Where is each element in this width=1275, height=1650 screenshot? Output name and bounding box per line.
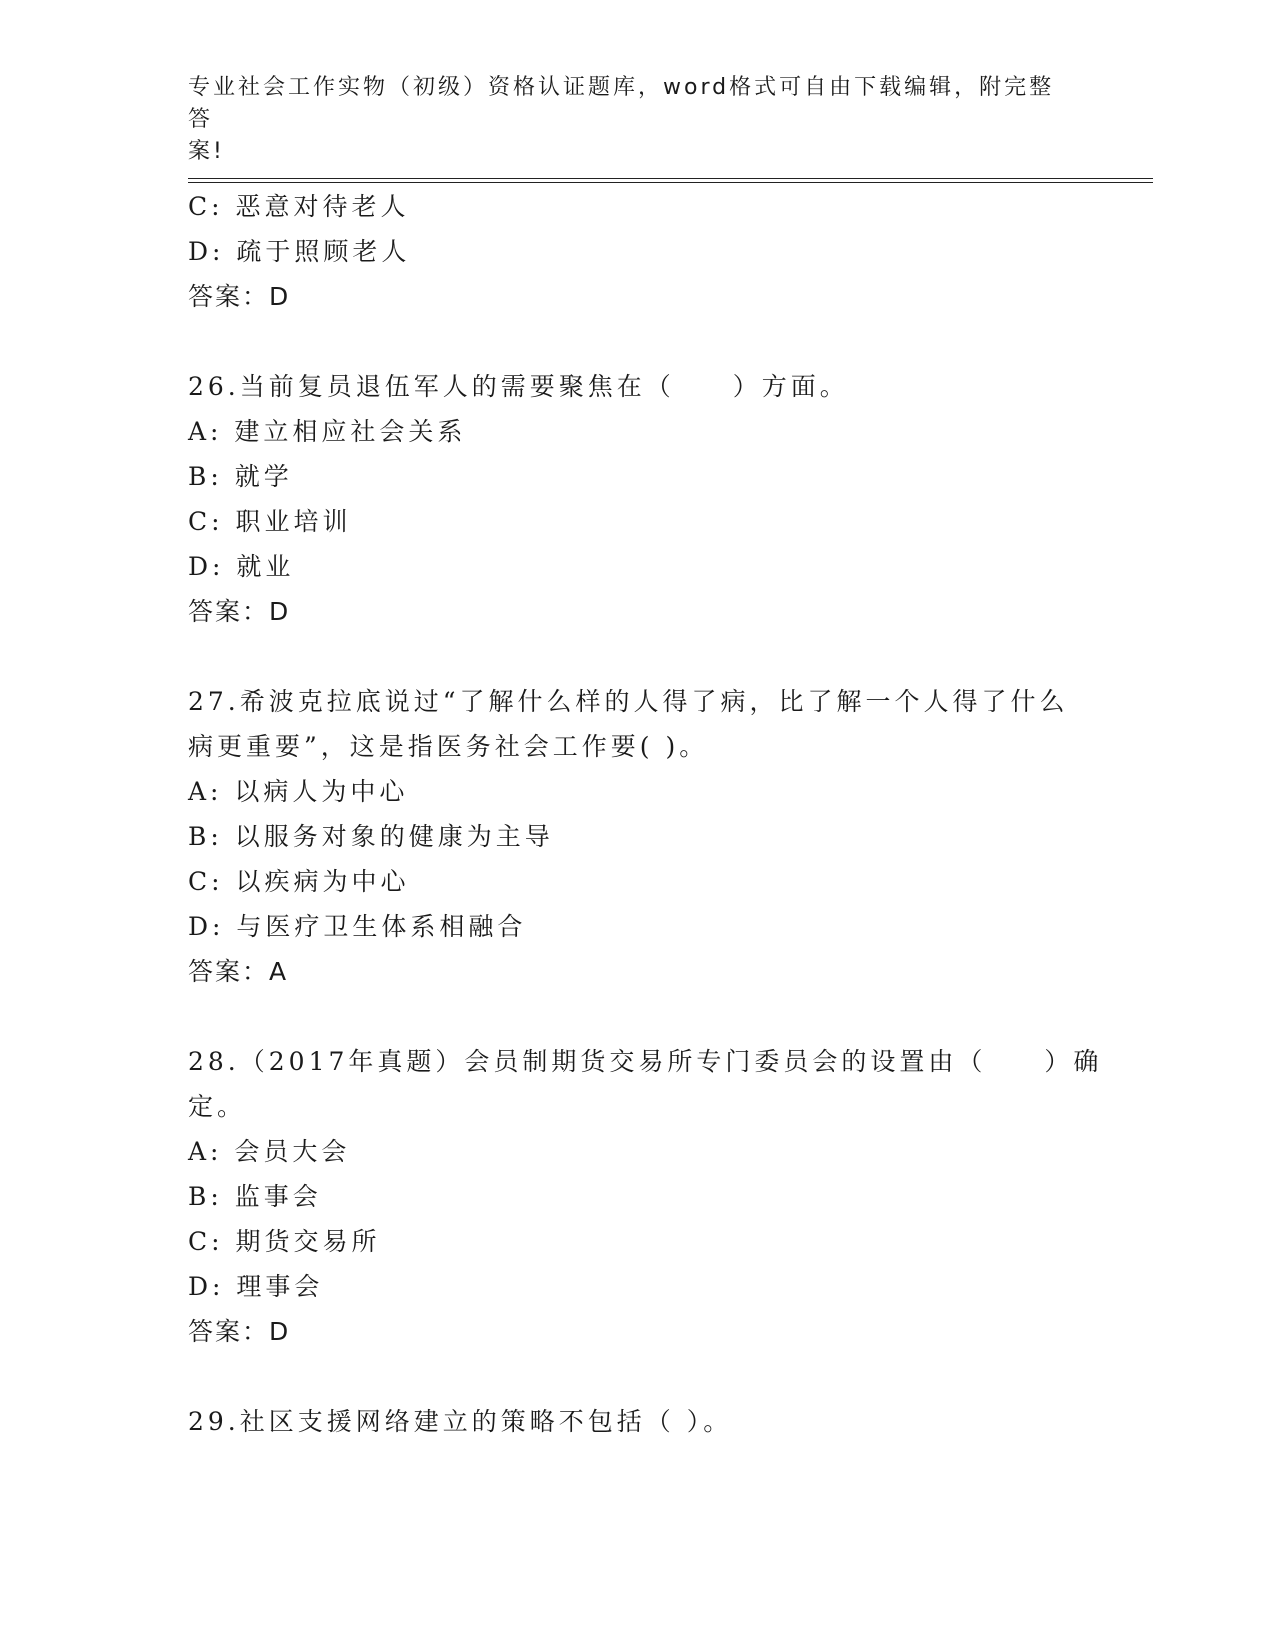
q27-answer: 答案：A bbox=[188, 957, 289, 986]
q26-option-d: D: 就业 bbox=[188, 552, 295, 581]
q25-answer: 答案：D bbox=[188, 282, 291, 311]
q26-option-b: B: 就学 bbox=[188, 462, 293, 491]
q28-answer: 答案：D bbox=[188, 1317, 291, 1346]
q28-stem-line-1: 28.（2017年真题）会员制期货交易所专门委员会的设置由（ ）确 bbox=[188, 1047, 1103, 1076]
q27-option-b: B: 以服务对象的健康为主导 bbox=[188, 822, 554, 851]
document-header bbox=[188, 72, 1068, 168]
q27-option-d: D: 与医疗卫生体系相融合 bbox=[188, 912, 527, 941]
q26-stem: 26.当前复员退伍军人的需要聚焦在（ ）方面。 bbox=[188, 372, 849, 401]
q27-stem-line-2: 病更重要”，这是指医务社会工作要( )。 bbox=[188, 732, 709, 761]
q28-option-a: A: 会员大会 bbox=[188, 1137, 351, 1166]
q28-option-b: B: 监事会 bbox=[188, 1182, 322, 1211]
q29-stem: 29.社区支援网络建立的策略不包括（ ）。 bbox=[188, 1407, 733, 1436]
q25-option-c: C: 恶意对待老人 bbox=[188, 192, 410, 221]
q26-answer: 答案：D bbox=[188, 597, 291, 626]
q27-option-c: C: 以疾病为中心 bbox=[188, 867, 410, 896]
q28-stem-line-2: 定。 bbox=[188, 1092, 247, 1121]
header-line-1: 专业社会工作实物（初级）资格认证题库，word格式可自由下载编辑，附完整答 bbox=[188, 75, 1055, 132]
q26-option-a: A: 建立相应社会关系 bbox=[188, 417, 467, 446]
header-rule-top bbox=[188, 178, 1153, 179]
q28-option-d: D: 理事会 bbox=[188, 1272, 324, 1301]
q26-option-c: C: 职业培训 bbox=[188, 507, 352, 536]
q25-option-d: D: 疏于照顾老人 bbox=[188, 237, 411, 266]
q27-stem-line-1: 27.希波克拉底说过“了解什么样的人得了病，比了解一个人得了什么 bbox=[188, 687, 1069, 716]
q27-option-a: A: 以病人为中心 bbox=[188, 777, 409, 806]
header-rule-bottom bbox=[188, 182, 1153, 183]
q28-option-c: C: 期货交易所 bbox=[188, 1227, 381, 1256]
header-line-2: 案! bbox=[188, 139, 225, 164]
